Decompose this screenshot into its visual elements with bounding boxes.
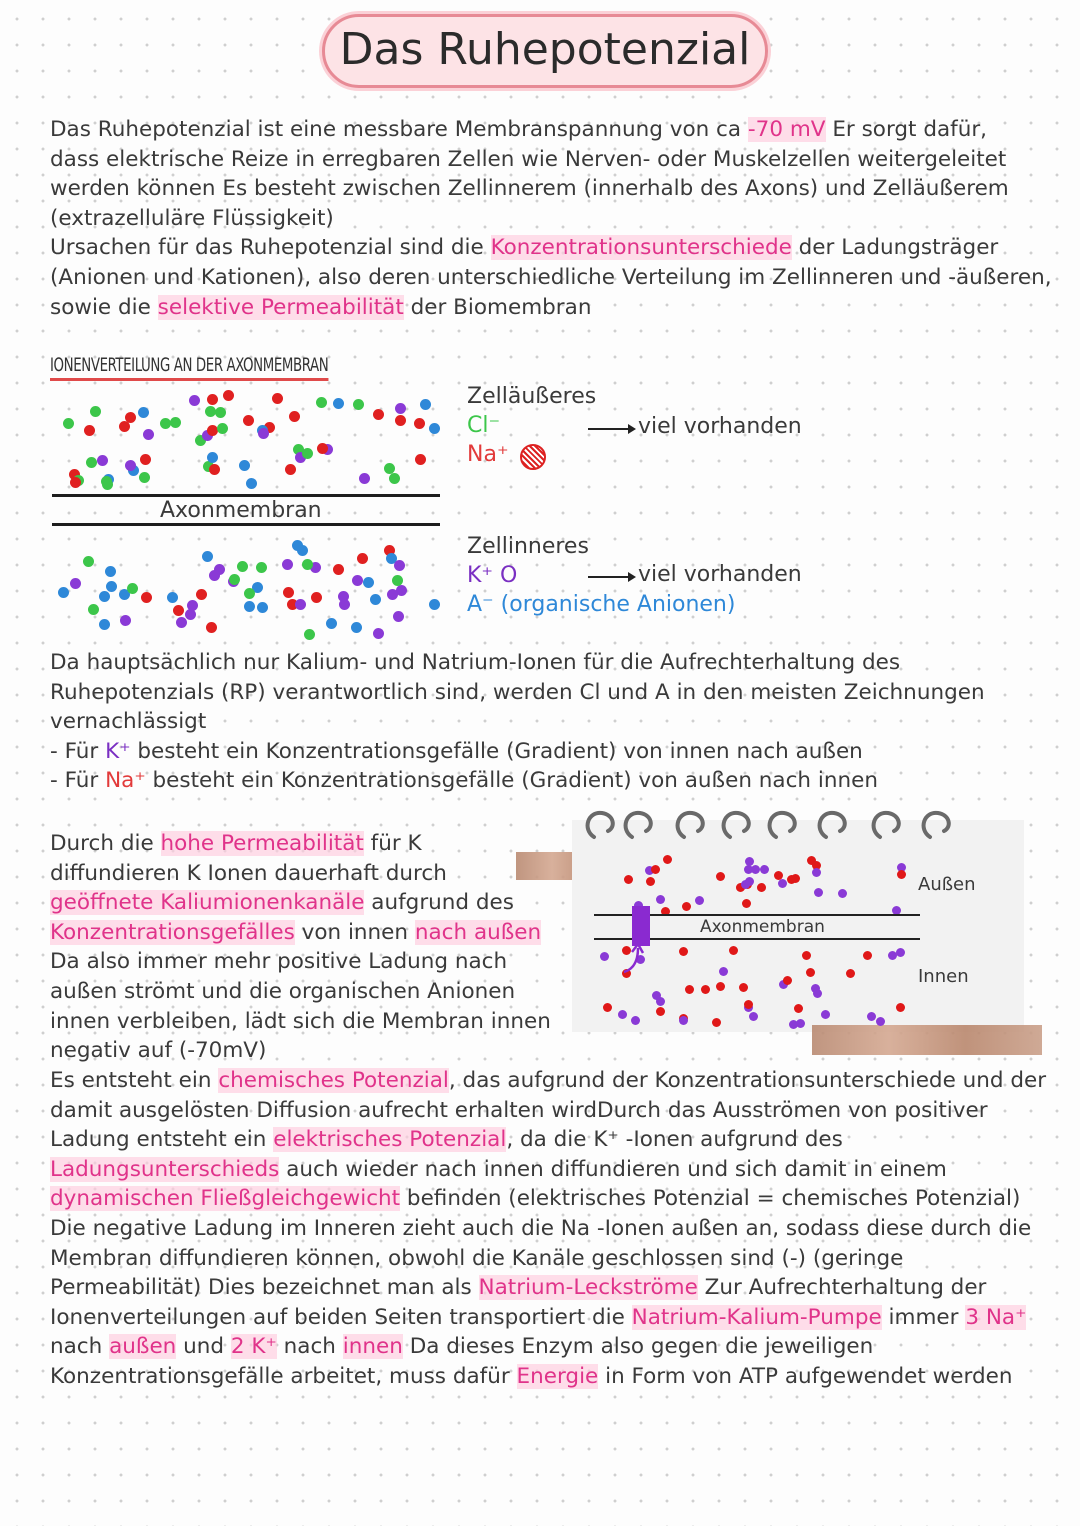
ion-dot: [215, 407, 226, 418]
ion-dot: [257, 425, 268, 436]
ion-dot: [863, 951, 872, 960]
ion-dot: [125, 412, 136, 423]
text-line: werden können Es besteht zwischen Zellinnerem (innerhalb des Axons) und Zelläußerem: [50, 176, 1009, 202]
text-line: vernachlässigt: [50, 709, 207, 735]
ion-dot: [384, 545, 395, 556]
left-column-paragraph: [50, 829, 550, 1066]
ion-dot: [679, 947, 688, 956]
ion-dot: [304, 629, 315, 640]
text-line: Ruhepotenzials (RP) verantwortlich sind, werden Cl und A in den meisten Zeichnungen: [50, 679, 985, 705]
ion-dot: [415, 454, 426, 465]
text: Permeabilität) Dies bezeichnet man als: [50, 1275, 479, 1301]
ion-dot: [682, 902, 691, 911]
ion-dot: [310, 562, 321, 573]
text: - Für: [50, 768, 106, 794]
ion-dot: [167, 592, 178, 603]
middle-paragraph: [50, 648, 1050, 796]
highlight: Ladungsunterschieds: [50, 1156, 280, 1182]
ion-dot: [796, 1019, 805, 1028]
ion-dot: [685, 985, 694, 994]
text-line: innen verbleiben, lädt sich die Membran innen: [50, 1008, 551, 1034]
ion-dot: [120, 615, 131, 626]
ion-dot: [217, 423, 228, 434]
ion-dot: [203, 461, 214, 472]
ion-dot: [264, 422, 275, 433]
ion-dot: [185, 609, 196, 620]
ion-dot: [603, 1003, 612, 1012]
ion-dot: [846, 969, 855, 978]
ion-dot: [352, 575, 363, 586]
ion-dot: [297, 545, 308, 556]
ion-dot: [206, 622, 217, 633]
ion-dot: [338, 591, 349, 602]
text-line: dass elektrische Reize in erregbaren Zellen wie Nerven- oder Muskelzellen weitergeleitet: [50, 146, 1007, 172]
text-line: [50, 1332, 1050, 1362]
ion-dot: [207, 394, 218, 405]
text: Zur Aufrechterhaltung der: [697, 1275, 987, 1301]
ion-dot: [867, 1012, 876, 1021]
text-line: [50, 1184, 1050, 1214]
ion-dot: [322, 444, 333, 455]
ion-dot: [289, 411, 300, 422]
ion-dot: [228, 576, 239, 587]
bullet-line: [50, 737, 1050, 767]
ion-dot: [202, 430, 213, 441]
ion-dot: [414, 418, 425, 429]
highlight: selektive Permeabilität: [157, 294, 404, 320]
text: aufgrund des: [364, 890, 514, 916]
highlight: Energie: [516, 1363, 599, 1389]
ion-dot: [141, 592, 152, 603]
ion-dot: [282, 559, 293, 570]
ion-dot: [716, 872, 725, 881]
text: immer: [881, 1304, 966, 1330]
highlight: außen: [109, 1334, 177, 1360]
ion-dot: [774, 871, 783, 880]
ion-dot: [140, 454, 151, 465]
text: Ursachen für das Ruhepotenzial sind die: [50, 235, 491, 261]
ion-dot: [679, 1016, 688, 1025]
text: Es entsteht ein: [50, 1068, 219, 1093]
hatched-circle-icon: [520, 444, 546, 470]
ion-dot: [316, 397, 327, 408]
ion-dot: [373, 628, 384, 639]
ion-dot: [295, 599, 306, 610]
ion-dot: [119, 589, 130, 600]
ion-dot: [821, 1010, 830, 1019]
ion-dot: [214, 564, 225, 575]
text: , das aufgrund der Konzentrationsunterschiede und der: [448, 1068, 1047, 1093]
bullet-line: [50, 766, 1050, 796]
ion-dot: [239, 460, 250, 471]
ion-dot: [302, 559, 313, 570]
text: für K: [363, 831, 422, 856]
text-line: [50, 1066, 1050, 1096]
ion-dot: [663, 855, 672, 864]
text-line: [50, 115, 1050, 145]
ion-dot: [363, 577, 374, 588]
inside-label: Zellinneres: [467, 534, 589, 559]
membrane-label: Axonmembran: [700, 917, 825, 937]
outside-label: Außen: [918, 874, 976, 895]
sodium-symbol: Na⁺: [105, 768, 146, 794]
ion-dot: [229, 574, 240, 585]
ion-dot: [429, 599, 440, 610]
ion-dot: [396, 585, 407, 596]
text-line: außen strömt und die organischen Anionen: [50, 978, 516, 1004]
text: , da die K⁺ -Ionen aufgrund des: [506, 1127, 843, 1153]
anion-label: A⁻ (organische Anionen): [467, 592, 736, 617]
text-line: Membran diffundieren können, obwohl die Kanäle geschlossen sind (-) (geringe: [50, 1245, 904, 1271]
text: Da dieses Enzym also gegen die jeweiligen: [402, 1334, 874, 1360]
ion-dot: [333, 564, 344, 575]
highlight: -70 mV: [747, 117, 826, 142]
ion-dot: [86, 457, 97, 468]
pump-hook-icon: [874, 813, 899, 837]
text-line: [50, 829, 550, 859]
text-line: [50, 1362, 1050, 1392]
ion-dot: [729, 946, 738, 955]
highlight: 3 Na⁺: [965, 1304, 1027, 1330]
highlight: geöffnete Kaliumionenkanäle: [50, 890, 365, 916]
text-line: [50, 888, 550, 918]
ion-dot: [69, 469, 80, 480]
ion-dot: [339, 599, 350, 610]
inside-label: Innen: [918, 966, 969, 987]
ion-dot: [812, 868, 821, 877]
pump-hook-icon: [724, 813, 749, 837]
pump-hook-icon: [820, 813, 845, 837]
ion-dot: [802, 951, 811, 960]
ion-dot: [103, 474, 114, 485]
ion-dot: [420, 399, 431, 410]
ion-dot: [83, 556, 94, 567]
highlight: elektrisches Potenzial: [273, 1127, 507, 1153]
text-line: Da hauptsächlich nur Kalium- und Natrium-Ionen für die Aufrechterhaltung des: [50, 650, 901, 675]
ion-dot: [237, 561, 248, 572]
ion-dot: [90, 406, 101, 417]
outside-label: Zelläußeres: [467, 384, 597, 409]
text-line: negativ auf (-70mV): [50, 1038, 267, 1064]
arrow-right-icon: [588, 576, 634, 578]
ion-dot: [333, 398, 344, 409]
pump-hook-icon: [626, 813, 651, 837]
ion-dot: [187, 600, 198, 611]
ion-dot: [395, 415, 406, 426]
ion-dot: [651, 865, 660, 874]
ion-dot: [806, 968, 815, 977]
ion-dot: [272, 393, 283, 404]
ion-dot: [202, 551, 213, 562]
ion-dot: [70, 477, 81, 488]
ion-dot: [285, 464, 296, 475]
ion-dot: [745, 877, 754, 886]
ion-dot: [105, 566, 116, 577]
ion-dot: [99, 619, 110, 630]
ion-dot: [128, 465, 139, 476]
ion-dot: [207, 425, 218, 436]
ion-dot: [73, 475, 84, 486]
pump-hook-icon: [770, 813, 795, 837]
ion-dot: [760, 865, 769, 874]
text-line: [50, 233, 1050, 263]
ion-dot: [351, 622, 362, 633]
text-line: (extrazelluläre Flüssigkeit): [50, 205, 334, 231]
ion-dot: [176, 617, 187, 628]
ion-dot: [311, 592, 322, 603]
highlight: Natrium-Kalium-Pumpe: [631, 1304, 882, 1330]
ion-dot: [97, 455, 108, 466]
highlight: dynamischen Fließgleichgewicht: [50, 1186, 401, 1212]
ion-dot: [384, 463, 395, 474]
ion-dot: [287, 599, 298, 610]
ion-dot: [207, 452, 218, 463]
text: nach: [276, 1334, 343, 1360]
ion-dot: [209, 570, 220, 581]
ion-dot: [357, 553, 368, 564]
ion-dot: [125, 460, 136, 471]
text-line: [50, 1273, 1050, 1303]
ion-dot: [258, 428, 269, 439]
text-line: [50, 1303, 1050, 1333]
page-title: Das Ruhepotenzial: [339, 24, 751, 75]
highlight: innen: [342, 1334, 403, 1360]
ion-dot: [139, 472, 150, 483]
text: nach: [50, 1334, 110, 1360]
text: der Ladungsträger: [791, 235, 999, 261]
pump-hooks: [580, 805, 980, 845]
ion-dot: [293, 444, 304, 455]
ion-dot: [742, 899, 751, 908]
ion-dot: [170, 417, 181, 428]
intro-paragraph: [50, 115, 1050, 322]
potassium-symbol: K⁺: [105, 738, 131, 764]
sodium-label: Na⁺: [467, 442, 509, 467]
ion-dot: [302, 448, 313, 459]
text: besteht ein Konzentrationsgefälle (Gradient) von außen nach innen: [145, 768, 878, 794]
ion-dot: [195, 435, 206, 446]
text: Er sorgt dafür,: [825, 117, 988, 142]
ion-dot: [600, 952, 609, 961]
ion-dot: [897, 870, 906, 879]
text-line: Die negative Ladung im Inneren zieht auch die Na -Ionen außen an, sodass diese durch die: [50, 1215, 1032, 1241]
ion-dot: [353, 399, 364, 410]
abundant-label: viel vorhanden: [638, 414, 802, 439]
ion-dot: [283, 587, 294, 598]
ion-dot: [63, 418, 74, 429]
curved-arrow-icon: [618, 940, 648, 976]
ion-dot: [143, 429, 154, 440]
text-line: [50, 293, 1050, 323]
ion-dot: [119, 421, 130, 432]
text-line: damit ausgelösten Diffusion aufrecht erhalten wirdDurch das Ausströmen von positiver: [50, 1097, 988, 1123]
highlight: nach außen: [414, 919, 542, 945]
highlight: chemisches Potenzial: [218, 1068, 449, 1093]
ion-dot: [876, 1017, 885, 1026]
ion-dot: [58, 587, 69, 598]
text: - Für: [50, 738, 106, 764]
text: Konzentrationsgefälle arbeitet, muss dafür: [50, 1363, 517, 1389]
ion-dot: [138, 407, 149, 418]
ion-dot: [127, 583, 138, 594]
membrane-line-bottom: [52, 523, 440, 526]
ion-dot: [196, 589, 207, 600]
ion-dot: [84, 425, 95, 436]
text: auch wieder nach innen diffundieren und sich damit in einem: [279, 1156, 947, 1182]
ion-dot: [389, 473, 400, 484]
text: von innen: [294, 919, 415, 945]
ion-dot: [244, 601, 255, 612]
text-line: [50, 1125, 1050, 1155]
ion-dot: [373, 409, 384, 420]
ion-dot: [99, 591, 110, 602]
ion-dot: [252, 582, 263, 593]
text: der Biomembran: [403, 294, 592, 320]
potassium-label: K⁺ O: [467, 563, 518, 588]
ion-dot: [701, 985, 710, 994]
ion-dot: [370, 594, 381, 605]
ion-dot: [106, 581, 117, 592]
section-heading: IONENVERTEILUNG AN DER AXONMEMBRAN: [50, 352, 328, 381]
highlight: Konzentrationsunterschiede: [490, 235, 792, 261]
ion-dot: [295, 452, 306, 463]
text: besteht ein Konzentrationsgefälle (Gradient) von innen nach außen: [130, 738, 863, 764]
membrane-line-top: [52, 494, 440, 497]
ion-dot: [101, 476, 112, 487]
ion-dot: [395, 403, 406, 414]
ion-dot: [209, 464, 220, 475]
text: sowie die: [50, 294, 158, 320]
chloride-label: Cl⁻: [467, 413, 501, 438]
text-line: (Anionen und Kationen), also deren unterschiedliche Verteilung im Zellinneren und -äußeren,: [50, 264, 1052, 290]
highlight: 2 K⁺: [230, 1334, 277, 1360]
ion-dot: [326, 618, 337, 629]
text-line: [50, 918, 550, 948]
ion-dot: [70, 578, 81, 589]
text: in Form von ATP aufgewendet werden: [598, 1363, 1013, 1389]
ion-dot: [189, 395, 200, 406]
ion-dot: [205, 406, 216, 417]
text-line: Da also immer mehr positive Ladung nach: [50, 949, 508, 975]
ion-dot: [317, 443, 328, 454]
text: befinden (elektrisches Potenzial = chemisches Potenzial): [400, 1186, 1021, 1212]
ion-dot: [173, 605, 184, 616]
highlight: hohe Permeabilität: [160, 831, 364, 856]
ion-dot: [223, 390, 234, 401]
ion-dot: [393, 611, 404, 622]
ion-dot: [392, 575, 403, 586]
pump-hook-icon: [588, 813, 613, 837]
ion-dot: [244, 588, 255, 599]
ion-dot: [359, 473, 370, 484]
ion-dot: [794, 1004, 803, 1013]
ion-dot: [386, 553, 397, 564]
arrow-right-icon: [588, 428, 634, 430]
text: und: [176, 1334, 231, 1360]
ion-dot: [246, 478, 257, 489]
text-line: [50, 1155, 1050, 1185]
pump-hook-icon: [924, 813, 949, 837]
text: Ionenverteilungen auf beiden Seiten transportiert die: [50, 1304, 632, 1330]
bottom-paragraph: [50, 1066, 1050, 1392]
ion-dot: [243, 415, 254, 426]
ion-dot: [838, 889, 847, 898]
highlight: Konzentrationsgefälles: [50, 919, 295, 945]
washi-tape: [812, 1025, 1042, 1055]
text: Das Ruhepotenzial ist eine messbare Membranspannung von ca: [50, 117, 748, 142]
text-line: diffundieren K Ionen dauerhaft durch: [50, 860, 447, 886]
ion-dot: [292, 540, 303, 551]
text: Ladung entsteht ein: [50, 1127, 274, 1153]
abundant-label: viel vorhanden: [638, 562, 802, 587]
membrane-label: Axonmembran: [160, 498, 322, 523]
ion-dot: [429, 423, 440, 434]
ion-dot: [160, 418, 171, 429]
ion-dot: [394, 560, 405, 571]
highlight: Natrium-Leckströme: [478, 1275, 698, 1301]
ion-dot: [88, 604, 99, 615]
ion-dot: [256, 562, 267, 573]
ion-dot: [257, 602, 268, 613]
text: Durch die: [50, 831, 161, 856]
ion-dot: [102, 479, 113, 490]
pump-hook-icon: [678, 813, 703, 837]
ion-dot: [783, 976, 792, 985]
ion-dot: [387, 589, 398, 600]
